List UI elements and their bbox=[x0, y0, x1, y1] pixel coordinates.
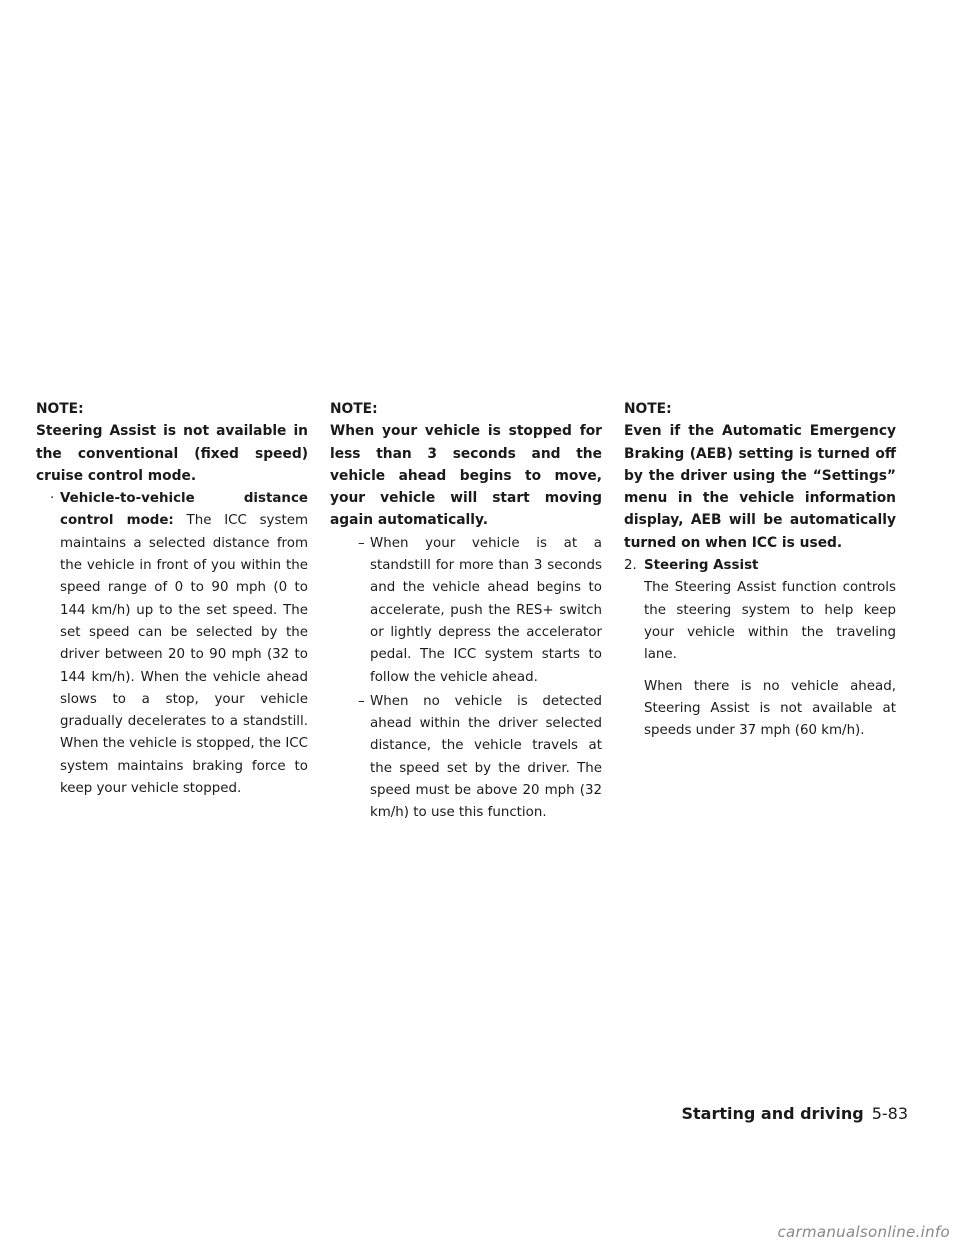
note-label: NOTE: bbox=[624, 401, 672, 417]
item-number: 2. bbox=[624, 558, 637, 574]
list-item-text: When no vehicle is detected ahead within the driver selected distance, the vehicle travels at the speed set by the driver. The speed must be above 20 mph (32 km/h) to use this function. bbox=[370, 693, 602, 821]
footer-section-title: Starting and driving bbox=[681, 1104, 864, 1123]
note-text: Steering Assist is not available in the conventional (fixed speed) cruise control mode. bbox=[36, 423, 308, 484]
list-item-text: When your vehicle is at a standstill for more than 3 seconds and the vehicle ahead begins to accelerate, push the RES+ switch or lightly depress the accelerator pedal. The ICC system starts to follow the vehicle ahead. bbox=[370, 535, 602, 685]
column-right bbox=[624, 398, 896, 751]
item-heading: Steering Assist bbox=[644, 558, 759, 574]
paragraph: The Steering Assist function controls the steering system to help keep your vehicle within the traveling lane. bbox=[644, 580, 896, 663]
footer-page-number: 5-83 bbox=[871, 1104, 908, 1123]
bullet-lead: Vehicle-to-vehicle distance control mode: bbox=[60, 491, 308, 529]
page-footer bbox=[681, 1104, 908, 1124]
column-middle bbox=[330, 398, 602, 827]
list-item bbox=[358, 691, 602, 825]
dash-icon: – bbox=[358, 693, 365, 709]
note-label: NOTE: bbox=[330, 401, 378, 417]
note-label: NOTE: bbox=[36, 401, 84, 417]
bullet-item bbox=[50, 488, 308, 800]
list-item bbox=[358, 533, 602, 689]
note-text: Even if the Automatic Emergency Braking (AEB) setting is turned off by the driver using the “Settings” menu in the vehicle information display, AEB will be automatically turned on when ICC is used. bbox=[624, 423, 896, 551]
bullet-dot-icon: · bbox=[50, 491, 55, 507]
note-text: When your vehicle is stopped for less than 3 seconds and the vehicle ahead begins to move, your vehicle will start moving again automatically. bbox=[330, 423, 602, 529]
watermark: carmanualsonline.info bbox=[777, 1223, 950, 1241]
column-left bbox=[36, 398, 308, 800]
numbered-heading bbox=[624, 555, 896, 577]
dash-icon: – bbox=[358, 535, 365, 551]
bullet-text: The ICC system maintains a selected distance from the vehicle in front of you within the speed range of 0 to 90 mph (0 to 144 km/h) up to the set speed. The set speed can be selected by the driver between 20 to 90 mph (32 to 144 km/h). When the vehicle ahead slows to a stop, your vehicle gradually decelerates to a standstill. When the vehicle is stopped, the ICC system maintains braking force to keep your vehicle stopped. bbox=[60, 513, 308, 797]
paragraph: When there is no vehicle ahead, Steering Assist is not available at speeds under 37 mph (60 km/h). bbox=[644, 678, 896, 739]
